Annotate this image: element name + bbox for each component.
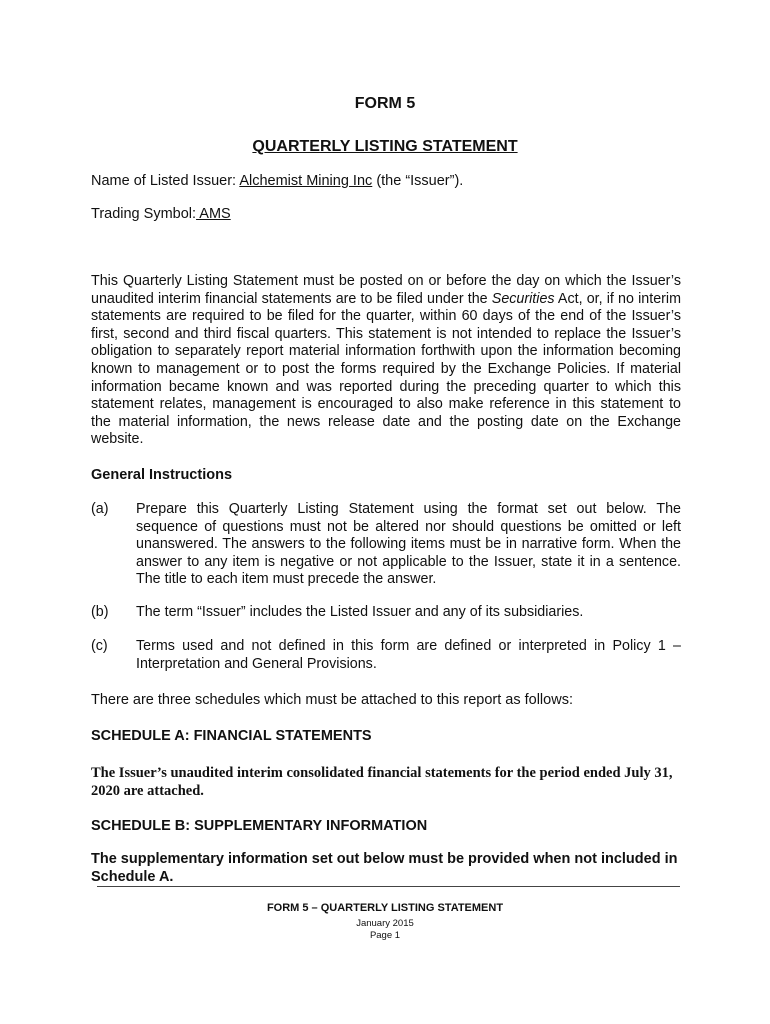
schedules-intro: There are three schedules which must be attached to this report as follows: (91, 692, 573, 708)
trading-symbol-value: AMS (196, 206, 231, 222)
schedule-a-text: The Issuer’s unaudited interim consolidated financial statements for the period ended July 31, 2020 are attached. (91, 765, 673, 799)
footer-page-number: Page 1 (369, 930, 401, 941)
general-instructions-heading: General Instructions (91, 467, 233, 483)
instruction-text-b: The term “Issuer” includes the Listed Issuer and any of its subsidiaries. (136, 604, 584, 620)
trading-symbol-label: Trading Symbol: (91, 206, 197, 222)
form-number: FORM 5 (354, 95, 416, 112)
issuer-name: Alchemist Mining Inc (239, 173, 373, 189)
intro-text-2: Act, or, if no interim statements are required to be filed for the quarter, within 60 days of the end of the Issuer’s first, second and third fiscal quarters. This statement is not intended to replace the Issuer’s obligation to separately report material information forthwith upon the information becoming known to management or to post the forms required by the Exchange Policies. If material information became known and was reported during the preceding quarter to which this statement relates, management is encouraged to also make reference in this statement to the material information, the news release date and the posting date on the Exchange website. (91, 290, 682, 448)
issuer-label: Name of Listed Issuer: (91, 173, 237, 189)
instruction-text-a: Prepare this Quarterly Listing Statement using the format set out below. The sequence of questions must not be altered nor should questions be omitted or left unanswered. The answers to the following items must be in narrative form. When the answer to any item is negative or not applicable to the Issuer, state it in a sentence. The title to each item must precede the answer. (136, 501, 681, 588)
trading-symbol-line (91, 206, 231, 222)
footer-date: January 2015 (356, 918, 414, 929)
issuer-line (91, 173, 463, 189)
intro-text-1: This Quarterly Listing Statement must be posted on or before the day on which the Issuer’s unaudited interim financial statements are to be filed under the (91, 273, 681, 307)
schedule-a-heading: SCHEDULE A: FINANCIAL STATEMENTS (91, 728, 372, 744)
footer-title: FORM 5 – QUARTERLY LISTING STATEMENT (266, 902, 504, 914)
intro-paragraph (91, 273, 681, 449)
instruction-text-c: Terms used and not defined in this form are defined or interpreted in Policy 1 – Interpretation and General Provisions. (136, 638, 681, 672)
document-title-text: QUARTERLY LISTING STATEMENT (252, 138, 518, 155)
instruction-label-c: (c) (91, 638, 108, 654)
schedule-b-text: The supplementary information set out below must be provided when not included in Schedule A. (91, 851, 678, 885)
issuer-suffix: (the “Issuer”). (376, 173, 464, 189)
intro-italic: Securities (491, 290, 555, 307)
instruction-label-b: (b) (91, 604, 109, 620)
instruction-label-a: (a) (91, 501, 109, 517)
schedule-b-heading: SCHEDULE B: SUPPLEMENTARY INFORMATION (91, 818, 428, 834)
footer-divider (97, 886, 680, 887)
document-title (0, 138, 770, 156)
